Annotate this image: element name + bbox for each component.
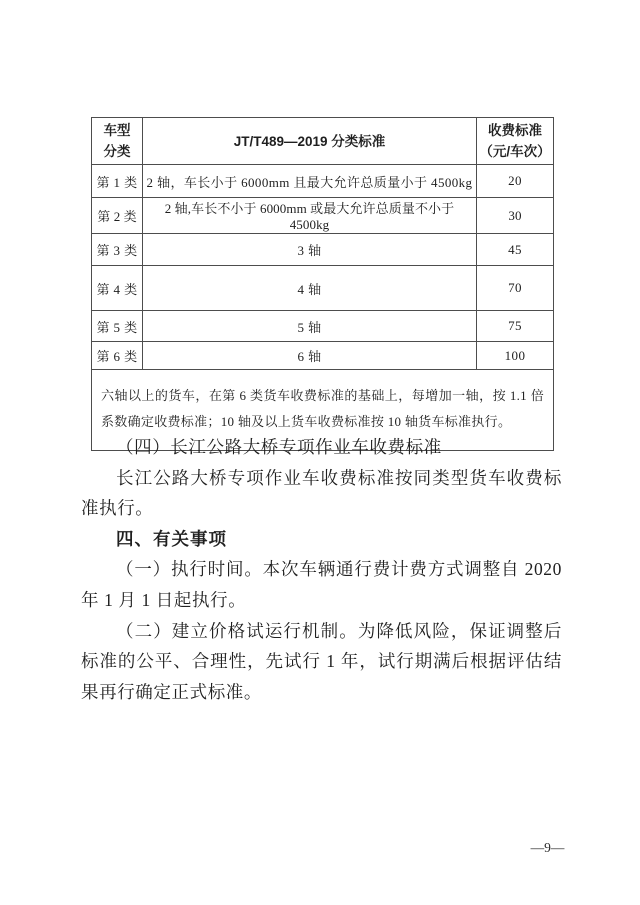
- fee-cell: 20: [477, 165, 554, 198]
- vehicle-class-header-line1: 车型: [103, 123, 131, 138]
- classification-standard-cell: 2 轴,车长不小于 6000mm 或最大允许总质量不小于 4500kg: [143, 198, 477, 234]
- section-d-text: 长江公路大桥专项作业车收费标准按同类型货车收费标准执行。: [81, 467, 562, 519]
- page-number: —9—: [530, 840, 565, 855]
- table-row: [92, 165, 554, 198]
- vehicle-class-header-line2: 分类: [103, 144, 131, 159]
- fee-header-line1: 收费标准: [488, 123, 542, 138]
- table-header-classification-standard: JT/T489—2019 分类标准: [143, 118, 477, 165]
- vehicle-class-cell: 第 3 类: [92, 234, 143, 266]
- table-header-fee: [477, 118, 554, 165]
- table-header-vehicle-class: [92, 118, 143, 165]
- fee-cell: 75: [477, 311, 554, 342]
- toll-fee-table: [91, 117, 554, 451]
- fee-cell: 45: [477, 234, 554, 266]
- table-row: [92, 266, 554, 311]
- vehicle-class-cell: 第 6 类: [92, 342, 143, 370]
- fee-cell: 30: [477, 198, 554, 234]
- classification-standard-cell: 4 轴: [143, 266, 477, 311]
- fee-cell: 100: [477, 342, 554, 370]
- body-text-block: [81, 432, 562, 707]
- item-two-paragraph: （二）建立价格试运行机制。为降低风险，保证调整后标准的公平、合理性，先试行 1 年，试行期满后根据评估结果再行确定正式标准。: [81, 620, 562, 702]
- vehicle-class-cell: 第 2 类: [92, 198, 143, 234]
- table-footnote: 六轴以上的货车，在第 6 类货车收费标准的基础上，每增加一轴，按 1.1 倍系数确定收费标准；10 轴及以上货车收费标准按 10 轴货车标准执行。: [92, 370, 554, 451]
- vehicle-class-cell: 第 4 类: [92, 266, 143, 311]
- table-row: [92, 198, 554, 234]
- classification-standard-cell: 3 轴: [143, 234, 477, 266]
- table-row: [92, 342, 554, 370]
- fee-cell: 70: [477, 266, 554, 311]
- classification-standard-cell: 6 轴: [143, 342, 477, 370]
- item-one-paragraph: （一）执行时间。本次车辆通行费计费方式调整自 2020 年 1 月 1 日起执行。: [81, 559, 562, 610]
- section-d-heading: （四）长江公路大桥专项作业车收费标准: [116, 437, 442, 457]
- table-header-row: [92, 118, 554, 165]
- table-row: [92, 234, 554, 266]
- vehicle-class-cell: 第 5 类: [92, 311, 143, 342]
- table-row: [92, 311, 554, 342]
- fee-header-line2: （元/车次）: [479, 144, 551, 159]
- vehicle-class-cell: 第 1 类: [92, 165, 143, 198]
- part-four-heading: 四、有关事项: [116, 528, 227, 549]
- classification-standard-cell: 5 轴: [143, 311, 477, 342]
- classification-standard-cell: 2 轴，车长小于 6000mm 且最大允许总质量小于 4500kg: [143, 165, 477, 198]
